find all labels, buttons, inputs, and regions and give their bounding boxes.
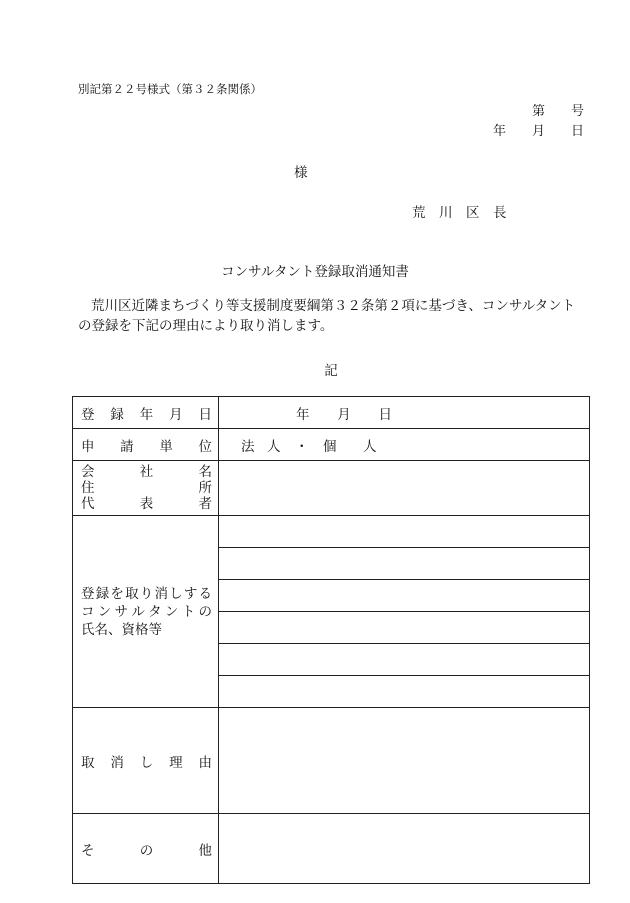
ki-heading: 記 [324, 363, 338, 379]
consultant-entry-3[interactable] [219, 580, 590, 612]
addressee-honorific: 様 [294, 165, 308, 181]
applicant-unit-value[interactable]: 法 人 ・ 個 人 [219, 429, 590, 461]
consultant-entry-6[interactable] [219, 676, 590, 708]
consultant-entry-5[interactable] [219, 644, 590, 676]
issuer-name: 荒 川 区 長 [412, 205, 507, 221]
representative-label: 代 表 者 [81, 496, 212, 512]
reason-value[interactable] [219, 708, 590, 814]
company-row [73, 461, 590, 516]
other-row [73, 814, 590, 884]
other-value[interactable] [219, 814, 590, 884]
consultant-label [73, 516, 219, 708]
registration-date-row [73, 397, 590, 429]
consultant-row [73, 516, 590, 548]
consultant-label-line-3: 氏名、資格等 [81, 621, 162, 638]
address-label: 住 所 [81, 480, 212, 496]
document-title: コンサルタント登録取消通知書 [221, 264, 409, 280]
registration-date-label: 登 録 年 月 日 [73, 397, 219, 429]
applicant-unit-label: 申 請 単 位 [73, 429, 219, 461]
company-label [73, 461, 219, 516]
company-name-label: 会 社 名 [81, 464, 212, 480]
form-number: 別記第２２号様式（第３２条関係） [78, 82, 262, 96]
document-number-field: 第 号 [531, 104, 584, 119]
consultant-entry-4[interactable] [219, 612, 590, 644]
body-text: 荒川区近隣まちづくり等支援制度要綱第３２条第２項に基づき、コンサルタントの登録を下記の理由により取り消します。 [78, 298, 576, 334]
reason-row [73, 708, 590, 814]
consultant-label-line-1: 登 録 を 取 り 消 し す る [81, 585, 212, 602]
consultant-label-line-2: コ ン サ ル タ ン ト の [81, 603, 212, 620]
consultant-entry-1[interactable] [219, 516, 590, 548]
notice-table [72, 396, 590, 884]
consultant-entry-2[interactable] [219, 548, 590, 580]
registration-date-value[interactable]: 年 月 日 [219, 397, 590, 429]
other-label: そ の 他 [73, 814, 219, 884]
company-value[interactable] [219, 461, 590, 516]
applicant-unit-row [73, 429, 590, 461]
reason-label: 取 消 し 理 由 [73, 708, 219, 814]
document-date-field: 年 月 日 [492, 124, 584, 139]
